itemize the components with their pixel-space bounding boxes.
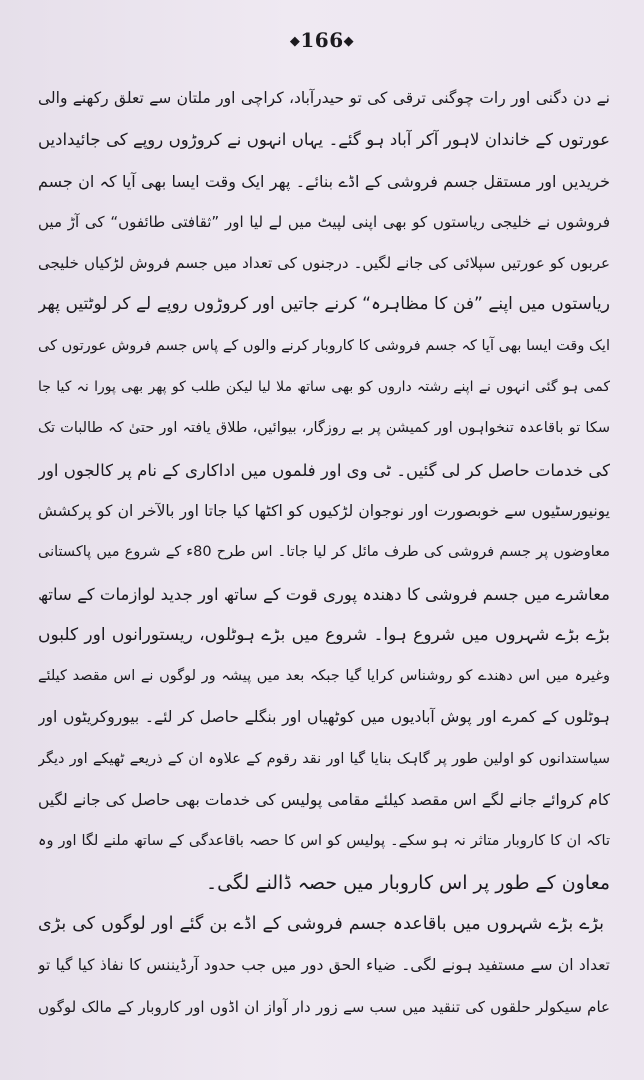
text-line: وغیرہ میں اس دھندے کو روشناس کرایا گیا جبکہ بعد میں پیشہ ور لوگوں نے اس مقصد کیلئے bbox=[38, 668, 610, 685]
right-ornament-icon: ◆ bbox=[343, 34, 355, 49]
left-ornament-icon: ◆ bbox=[289, 34, 301, 49]
text-line: ریاستوں میں اپنے ”فن کا مظاہرہ“ کرنے جاتیں اور کروڑوں روپے لے کر لوٹتیں پھر bbox=[38, 294, 610, 315]
text-line: تاکہ ان کا کاروبار متاثر نہ ہو سکے۔ پولیس کو اس کا حصہ باقاعدگی کے ساتھ ملنے لگا اور وہ bbox=[38, 833, 610, 850]
text-line: تعداد ان سے مستفید ہونے لگی۔ ضیاء الحق دور میں جب حدود آرڈیننس کا نفاذ کیا گیا تو bbox=[38, 956, 610, 975]
text-line: معاشرے میں جسم فروشی کا دھندہ پوری قوت کے ساتھ اور جدید لوازمات کے ساتھ bbox=[38, 584, 610, 604]
text-line: کمی ہو گئی انہوں نے اپنے رشتہ داروں کو بھی ساتھ ملا لیا لیکن طلب کو پھر بھی پورا نہ کیا جا bbox=[38, 379, 610, 396]
text-line: معاون کے طور پر اس کاروبار میں حصہ ڈالنے لگی۔ bbox=[206, 871, 610, 894]
text-line: ہوٹلوں کے کمرے اور پوش آبادیوں میں کوٹھیاں اور بنگلے حاصل کر لئے۔ بیوروکریٹوں اور bbox=[38, 708, 610, 727]
page-number bbox=[0, 28, 644, 52]
body-text bbox=[38, 78, 610, 1028]
page-number-value: 166 bbox=[300, 28, 344, 52]
text-line: عربوں کو عورتیں سپلائی کی جانے لگیں۔ درجنوں کی تعداد میں جسم فروش لڑکیاں خلیجی bbox=[38, 254, 610, 273]
text-line: بڑے بڑے شہروں میں باقاعدہ جسم فروشی کے اڈے بن گئے اور لوگوں کی بڑی bbox=[38, 913, 604, 934]
text-line: عام سیکولر حلقوں کی تنقید میں سب سے زور دار آواز ان اڈوں اور کاروبار کے مالک لوگوں bbox=[38, 997, 610, 1016]
text-line: سکا تو باقاعدہ تنخواہوں اور کمیشن پر بے روزگار، بیوائیں، طلاق یافتہ اور حتیٰ کہ طالبات تک bbox=[38, 420, 610, 437]
text-line: نے دن دگنی اور رات چوگنی ترقی کی تو حیدرآباد، کراچی اور ملتان سے تعلق رکھنے والی bbox=[38, 89, 610, 107]
text-line: فروشوں نے خلیجی ریاستوں کو بھی اپنی لپیٹ میں لے لیا اور ”ثقافتی طائفوں“ کی آڑ میں bbox=[38, 212, 610, 231]
text-line: کی خدمات حاصل کر لی گئیں۔ ٹی وی اور فلموں میں اداکاری کے نام پر کالجوں اور bbox=[38, 460, 610, 480]
text-line: کام کروائے جانے لگے اس مقصد کیلئے مقامی پولیس کی خدمات بھی حاصل کی جانے لگیں bbox=[38, 791, 610, 810]
text-line: خریدیں اور مستقل جسم فروشی کے اڈے بنائے۔ پھر ایک وقت ایسا بھی آیا کہ ان جسم bbox=[38, 171, 610, 191]
text-line: معاوضوں پر جسم فروشی کی طرف مائل کر لیا جاتا۔ اس طرح 80ء کے شروع میں پاکستانی bbox=[38, 544, 610, 561]
text-line: بڑے بڑے شہروں میں شروع ہوا۔ شروع میں بڑے ہوٹلوں، ریستورانوں اور کلبوں bbox=[38, 624, 610, 645]
text-line: عورتوں کے خاندان لاہور آکر آباد ہو گئے۔ یہاں انہوں نے کروڑوں روپے کی جائیدادیں bbox=[38, 130, 610, 150]
text-line: سیاستدانوں کو اولین طور پر گاہک بنایا گیا اور نقد رقوم کے علاوہ ان کے ذریعے ٹھیکے اور دیگر bbox=[38, 750, 610, 767]
text-line: ایک وقت ایسا بھی آیا کہ جسم فروشی کا کاروبار کرنے والوں کے پاس جسم فروش عورتوں کی bbox=[38, 337, 610, 354]
text-line: یونیورسٹیوں سے خوبصورت اور نوجوان لڑکیوں کو اکٹھا کیا جاتا اور بالآخر ان کو پرکشش bbox=[38, 501, 610, 520]
